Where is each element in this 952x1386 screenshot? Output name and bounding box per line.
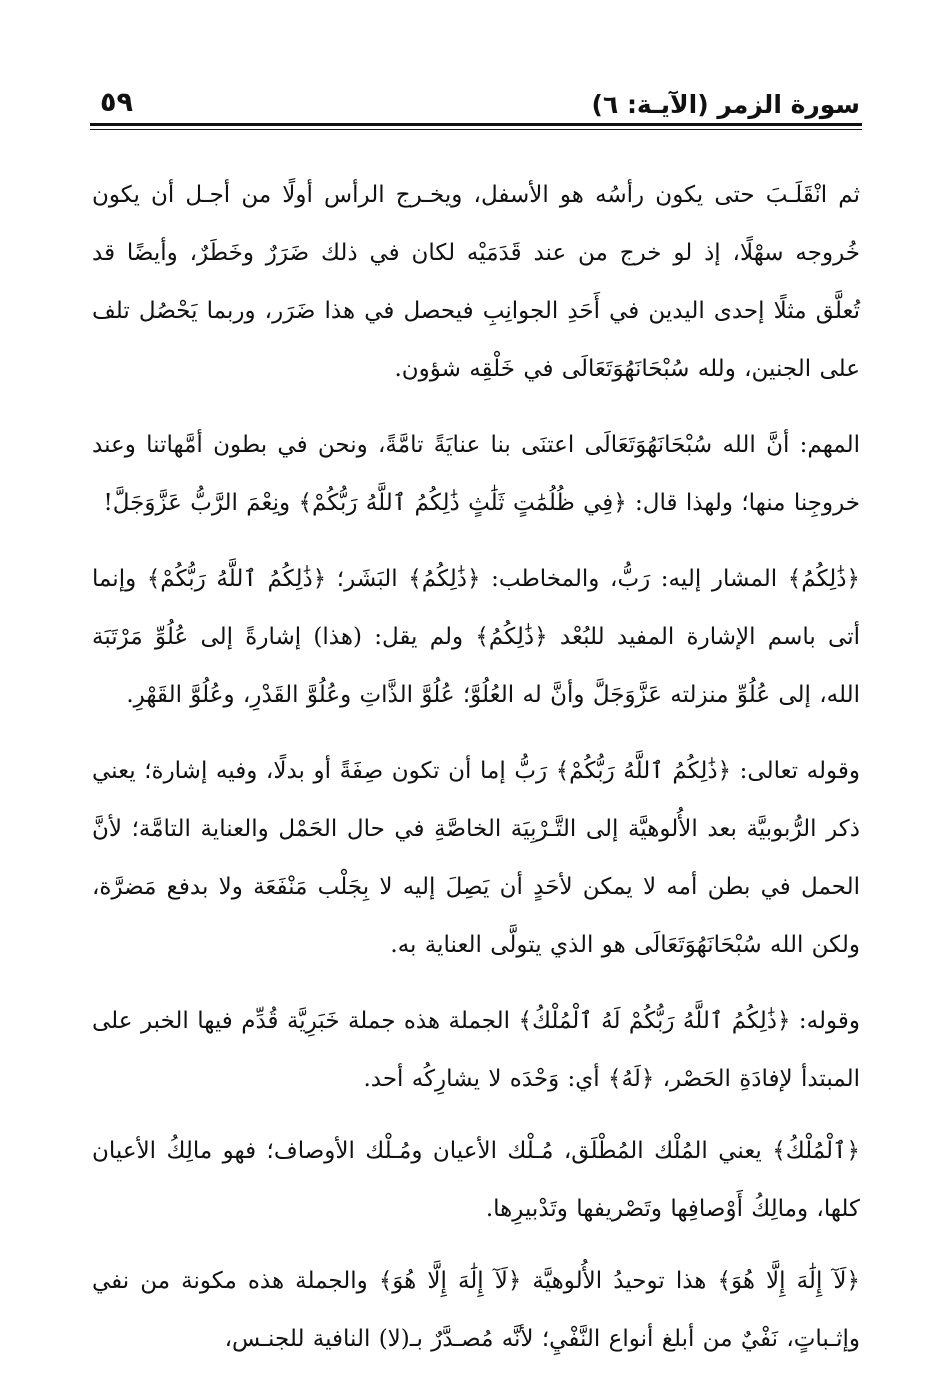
page-body — [92, 166, 860, 1386]
paragraph-al-mulk: ﴿ٱلْمُلْكُ﴾ يعني المُلْك المُطْلَق، مُـلْك الأعيان ومُـلْك الأوصاف؛ فهو مالِكُ الأعيان كلها، ومالِكُ أَوْصافِها وتَصْريفها وتَدْبيرِها. — [92, 1138, 860, 1222]
page-number: ٥٩ — [100, 87, 133, 118]
paragraph-fetal-position: ثم انْقَلَـبَ حتى يكون رأسُه هو الأسفل، ويخـرج الرأس أولًا من أجـل أن يكون خُروجه سهْلًا، إذ لو خرج من عند قَدَمَيْه لكان في ذلك ضَرَرٌ وخَطَرٌ، وأيضًا قد تُعلَّق مثلًا إحدى اليدين في أَحَدِ الجوانِبِ فيحصل في هذا ضَرَر، وربما يَحْصُل تلف على الجنين، ولله سُبْحَانَهُوَتَعَالَى في خَلْقِه شؤون. — [92, 182, 860, 382]
surah-title: سورة الزمر (الآيـة: ٦) — [591, 90, 860, 119]
paragraph-lahu-al-mulk: وقوله: ﴿ذَٰلِكُمُ ٱللَّهُ رَبُّكُمْ لَهُ ٱلْمُلْكُ﴾ الجملة هذه جملة خَبَرِيَّة قُدِّم فيها الخبر على المبتدأ لإفادَةِ الحَصْر، ﴿لَهُ﴾ أي: وَحْدَه لا يشارِكُه أحد. — [92, 1008, 860, 1092]
header-rule-thin — [90, 129, 862, 130]
paragraph-la-ilaha-illa-huwa: ﴿لَآ إِلَٰهَ إِلَّا هُوَ﴾ هذا توحيدُ الأُلوهيَّة ﴿لَآ إِلَٰهَ إِلَّا هُوَ﴾ والجملة هذه مكونة من نفي وإثـباتٍ، نَفْيٌ من أبلغ أنواع النَّفْيِ؛ لأنَّه مُصـدَّرٌ بـ(لا) النافية للجنـس، — [92, 1268, 860, 1352]
running-header — [92, 82, 860, 126]
paragraph-divine-care: المهم: أنَّ الله سُبْحَانَهُوَتَعَالَى اعتنَى بنا عنايَةً تامَّةً، ونحن في بطون أمَّهاتنا وعند خروجِنا منها؛ ولهذا قال: ﴿فِي ظُلُمَٰتٍ ثَلَٰثٍ ذَٰلِكُمُ ٱللَّهُ رَبُّكُمْ﴾ ونِعْمَ الرَّبُّ عَزَّوَجَلَّ! — [92, 432, 860, 516]
paragraph-rububiyyah: وقوله تعالى: ﴿ذَٰلِكُمُ ٱللَّهُ رَبُّكُمْ﴾ رَبُّ إما أن تكون صِفَةً أو بدلًا، وفيه إشارة؛ يعني ذكر الرُّبوبيَّة بعد الأُلوهيَّة إلى التَّـرْبِيَة الخاصَّةِ في حال الحَمْل والعناية التامَّة؛ لأنَّ الحمل في بطن أمه لا يمكن لأحَدٍ أن يَصِلَ إليه لا بِجَلْب مَنْفَعَة ولا بدفع مَضرَّة، ولكن الله سُبْحَانَهُوَتَعَالَى هو الذي يتولَّى العناية به. — [92, 758, 860, 958]
header-rule — [90, 123, 862, 126]
paragraph-dhalikum: ﴿ذَٰلِكُمُ﴾ المشار إليه: رَبُّ، والمخاطب: ﴿ذَٰلِكُمُ﴾ البَشَر؛ ﴿ذَٰلِكُمُ ٱللَّهُ رَبُّكُمْ﴾ وإنما أتى باسم الإشارة المفيد للبُعْد ﴿ذَٰلِكُمُ﴾ ولم يقل: (هذا) إشارةً إلى عُلُوِّ مَرْتَبَة الله، إلى عُلُوِّ منزلته عَزَّوَجَلَّ وأنَّ له العُلُوَّ؛ عُلُوَّ الذَّاتِ وعُلُوَّ القَدْرِ، وعُلُوَّ القَهْرِ. — [92, 566, 860, 708]
